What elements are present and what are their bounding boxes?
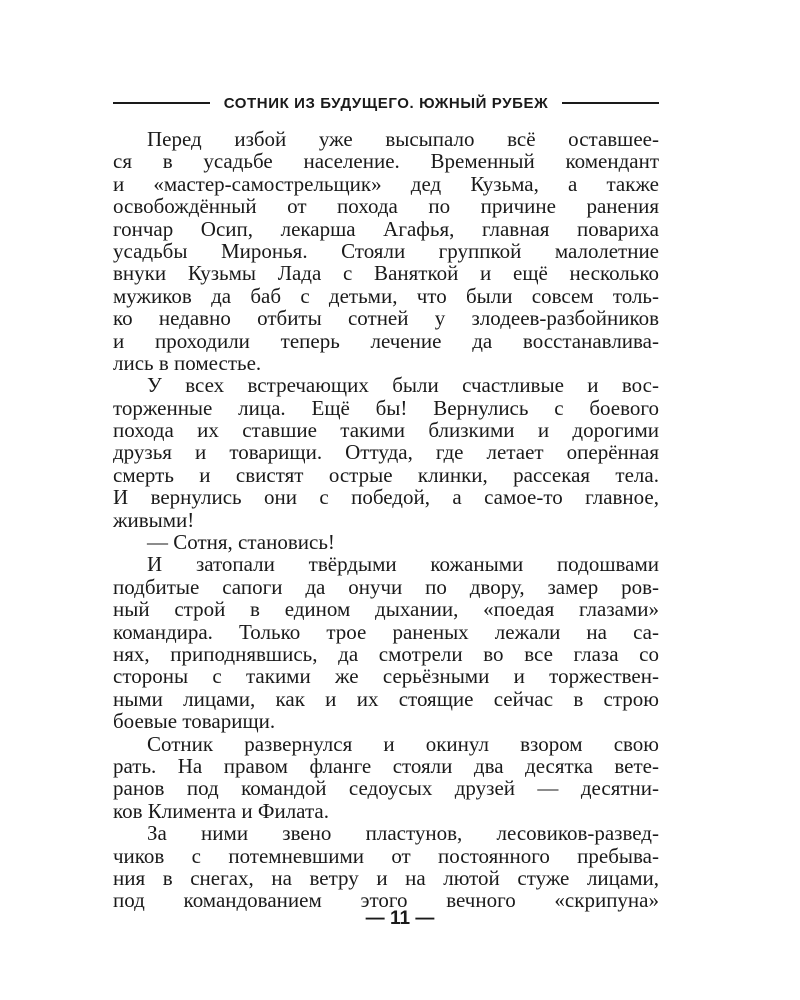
book-title: СОТНИК ИЗ БУДУЩЕГО. ЮЖНЫЙ РУБЕЖ: [223, 94, 549, 112]
text-line: — Сотня, становись!: [147, 530, 335, 555]
text-line: под командованием этого вечного «скрипуна»: [113, 888, 659, 913]
text-line: ся в усадьбе население. Временный комендант: [113, 149, 659, 174]
text-line: У всех встречающих были счастливые и вос-: [147, 373, 659, 398]
text-line: и проходили теперь лечение да восстанавлива-: [113, 328, 659, 353]
text-line: ков Климента и Филата.: [113, 798, 329, 823]
text-line: ными лицами, как и их стоящие сейчас в строю: [113, 686, 659, 711]
text-line: торженные лица. Ещё бы! Вернулись с боевого: [113, 395, 659, 420]
text-line: освобождённый от похода по причине ранения: [113, 194, 659, 219]
text-line: ния в снегах, на ветру и на лютой стуже лицами,: [113, 865, 659, 890]
text-line: За ними звено пластунов, лесовиков-развед-: [147, 821, 659, 846]
text-line: рать. На правом фланге стояли два десятка вете-: [113, 753, 659, 778]
running-header: [113, 91, 659, 115]
text-line: ко недавно отбиты сотней у злодеев-разбойников: [113, 306, 659, 331]
header-rule-left: [113, 102, 210, 104]
text-line: Сотник развернулся и окинул взором свою: [147, 731, 659, 756]
text-line: живыми!: [113, 507, 195, 532]
text-line: мужиков да баб с детьми, что были совсем толь-: [113, 283, 659, 308]
text-line: смерть и свистят острые клинки, рассекая тела.: [113, 462, 659, 487]
text-line: стороны с такими же серьёзными и торжествен-: [113, 664, 659, 689]
text-line: чиков с потемневшими от постоянного пребыва-: [113, 843, 659, 868]
text-line: подбитые сапоги да онучи по двору, замер ров-: [113, 574, 659, 599]
text-line: ный строй в едином дыхании, «поедая глазами»: [113, 597, 659, 622]
body-text: [113, 128, 659, 912]
text-line: И вернулись они с победой, а самое-то главное,: [113, 485, 659, 510]
text-line: нях, приподнявшись, да смотрели во все глаза со: [113, 641, 659, 666]
text-line: и «мастер-самострельщик» дед Кузьма, а также: [113, 171, 659, 196]
text-line: командира. Только трое раненых лежали на са-: [113, 619, 659, 644]
text-line: И затопали твёрдыми кожаными подошвами: [147, 552, 659, 577]
text-line: ранов под командой седоусых друзей — десятни-: [113, 776, 659, 801]
text-line: похода их ставшие такими близкими и дорогими: [113, 418, 659, 443]
text-line: внуки Кузьмы Лада с Ваняткой и ещё несколько: [113, 261, 659, 286]
text-line: Перед избой уже высыпало всё оставшее-: [147, 127, 659, 151]
text-line: друзья и товарищи. Оттуда, где летает оперённая: [113, 440, 659, 465]
text-line: усадьбы Миронья. Стояли группкой малолетние: [113, 238, 659, 263]
page-number: — 11 —: [365, 908, 435, 929]
text-line: гончар Осип, лекарша Агафья, главная повариха: [113, 216, 659, 241]
header-rule-right: [562, 102, 659, 104]
text-line: лись в поместье.: [113, 350, 262, 375]
text-line: боевые товарищи.: [113, 709, 276, 734]
